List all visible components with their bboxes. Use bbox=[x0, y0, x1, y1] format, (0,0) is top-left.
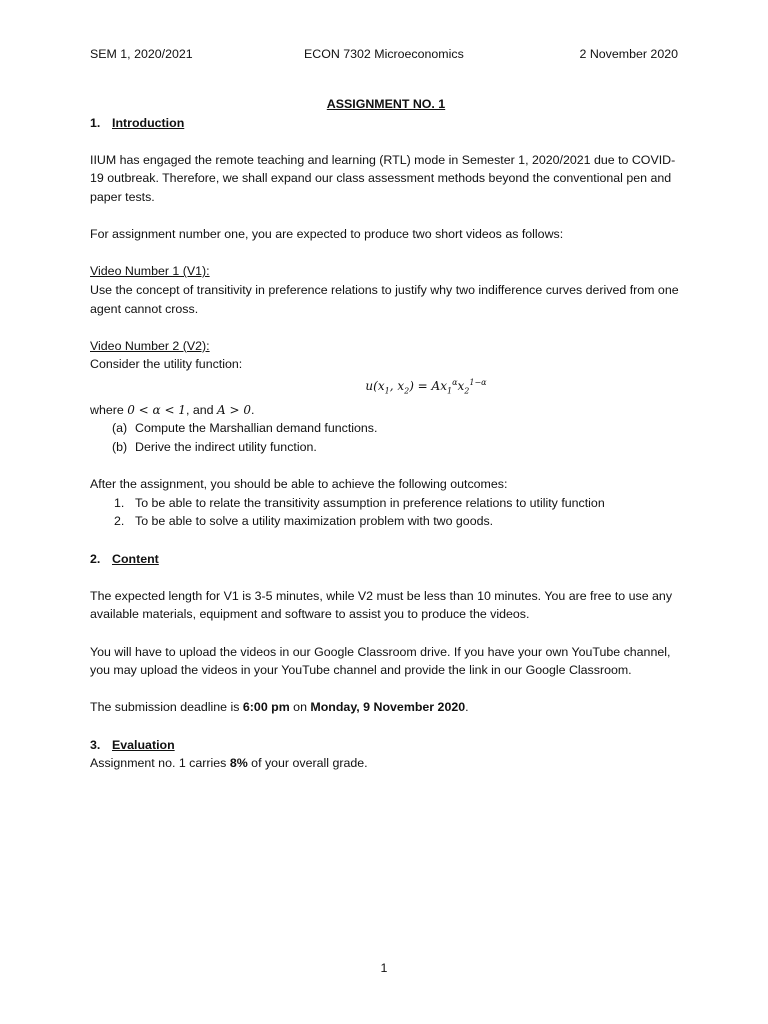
task-list bbox=[90, 419, 682, 456]
header-course: ECON 7302 Microeconomics bbox=[304, 47, 464, 61]
list-item bbox=[90, 438, 682, 457]
list-text: Compute the Marshallian demand functions. bbox=[135, 421, 378, 436]
intro-paragraph-2: For assignment number one, you are expected to produce two short videos as follows: bbox=[90, 227, 564, 242]
page-number: 1 bbox=[380, 961, 388, 975]
deadline-paragraph bbox=[90, 698, 682, 717]
intro-paragraph-1: IIUM has engaged the remote teaching and learning (RTL) mode in Semester 1, 2020/2021 due to COVID-19 outbreak. Therefore, we shall expand our class assessment methods beyond the conventional pen and paper tests. bbox=[90, 152, 676, 204]
utility-function-formula: $u(x_1$, $x_2) = Ax_1^\alpha x_2^{1-\alpha}$ bbox=[365, 377, 487, 396]
list-item bbox=[90, 419, 682, 438]
evaluation-prefix: Assignment no. 1 carries bbox=[90, 756, 230, 771]
evaluation-suffix: of your overall grade. bbox=[247, 756, 368, 771]
list-marker: 2. bbox=[114, 514, 125, 529]
section-number: 1. bbox=[90, 115, 101, 130]
deadline-prefix: The submission deadline is bbox=[90, 700, 243, 715]
list-text: Derive the indirect utility function. bbox=[135, 440, 317, 455]
header-semester: SEM 1, 2020/2021 bbox=[90, 47, 193, 61]
assignment-title: ASSIGNMENT NO. 1 bbox=[326, 97, 446, 111]
video-1-heading: Video Number 1 (V1): bbox=[90, 264, 210, 279]
deadline-end: . bbox=[465, 700, 469, 715]
video-2-text: Consider the utility function: bbox=[90, 357, 243, 372]
where-prefix: where bbox=[90, 402, 128, 417]
parameter-conditions bbox=[90, 401, 682, 420]
document-body bbox=[90, 95, 682, 773]
section-label: Evaluation bbox=[112, 737, 175, 752]
list-text: To be able to relate the transitivity assumption in preference relations to utility function bbox=[135, 495, 605, 510]
content-paragraph-2: You will have to upload the videos in our Google Classroom drive. If you have your own YouTube channel, you may upload the videos in your YouTube channel and provide the link in our Google Classroom. bbox=[90, 644, 671, 678]
section-heading-evaluation bbox=[90, 736, 682, 755]
video-1-text: Use the concept of transitivity in preference relations to justify why two indifference curves derived from one agent cannot cross. bbox=[90, 282, 679, 316]
section-label: Content bbox=[112, 551, 159, 566]
where-mid: , and bbox=[185, 402, 217, 417]
page-header bbox=[90, 47, 678, 65]
list-marker: (a) bbox=[112, 421, 128, 436]
deadline-date: Monday, 9 November 2020 bbox=[310, 700, 466, 715]
outcomes-intro: After the assignment, you should be able to achieve the following outcomes: bbox=[90, 477, 508, 492]
outcomes-list bbox=[90, 494, 682, 531]
section-label: Introduction bbox=[112, 115, 185, 130]
where-end: . bbox=[250, 402, 255, 417]
section-heading-introduction bbox=[90, 114, 682, 133]
list-item bbox=[90, 494, 682, 513]
list-marker: 1. bbox=[114, 495, 125, 510]
header-date: 2 November 2020 bbox=[579, 47, 678, 61]
section-heading-content bbox=[90, 550, 682, 569]
content-paragraph-1: The expected length for V1 is 3-5 minutes, while V2 must be less than 10 minutes. You are free to use any available materials, equipment and software to assist you to produce the videos. bbox=[90, 588, 673, 622]
video-2-heading: Video Number 2 (V2): bbox=[90, 338, 210, 353]
deadline-time: 6:00 pm bbox=[242, 700, 290, 715]
a-condition: A > 0 bbox=[216, 402, 251, 417]
deadline-mid: on bbox=[289, 700, 311, 715]
section-number: 2. bbox=[90, 551, 101, 566]
grade-percent: 8% bbox=[229, 756, 248, 771]
alpha-condition: 0 < α < 1 bbox=[127, 402, 186, 417]
list-item bbox=[90, 512, 682, 531]
list-marker: (b) bbox=[112, 440, 128, 455]
list-text: To be able to solve a utility maximization problem with two goods. bbox=[135, 514, 494, 529]
section-number: 3. bbox=[90, 737, 101, 752]
evaluation-text bbox=[90, 754, 682, 773]
